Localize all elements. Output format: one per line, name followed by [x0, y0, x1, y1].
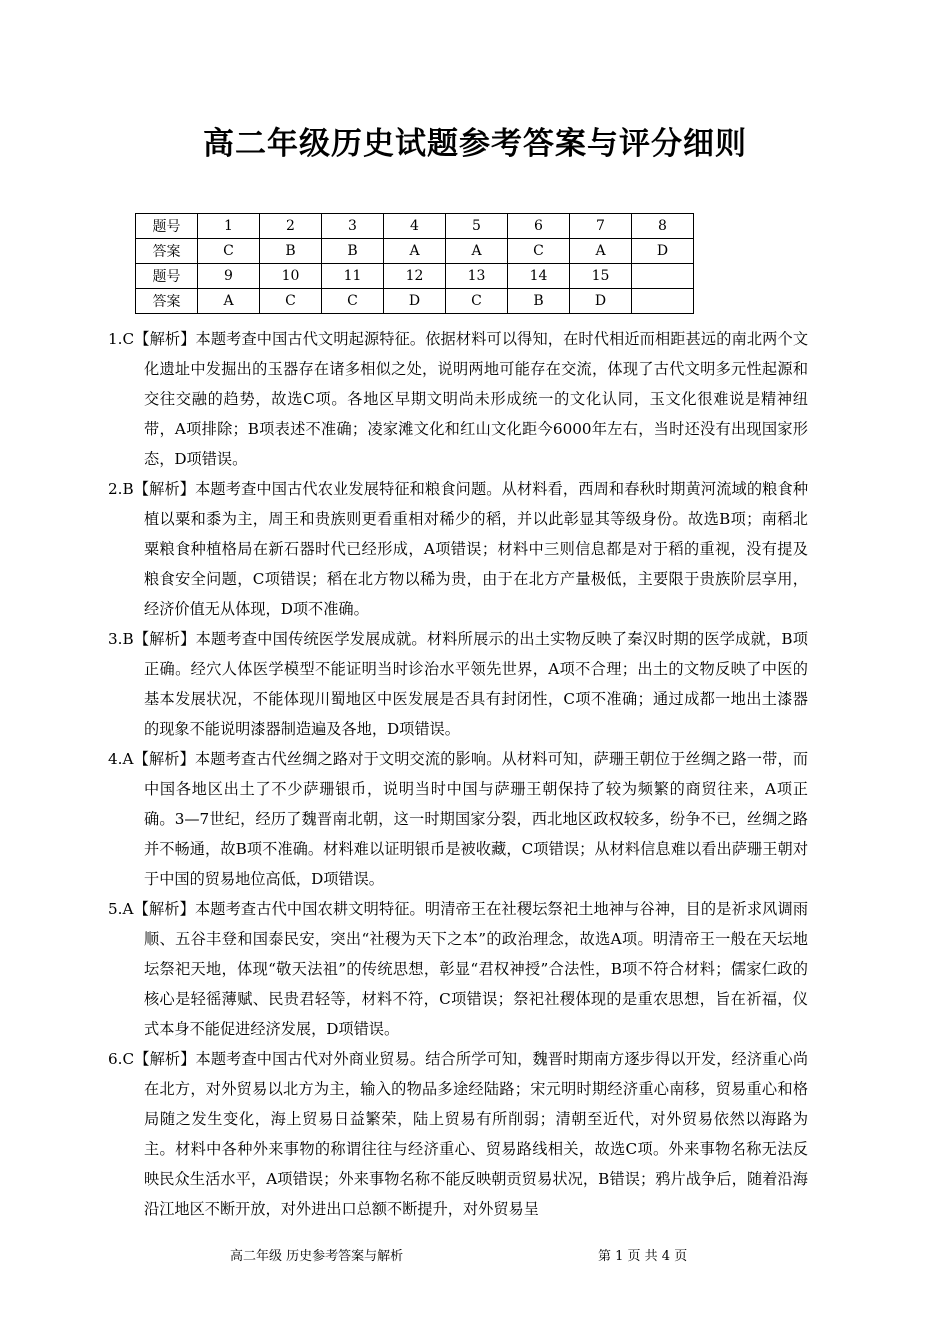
- answer-table-cell: 8: [632, 214, 694, 239]
- explanation-item: [108, 324, 808, 474]
- answer-table-cell: A: [570, 239, 632, 264]
- item-number: 1.C: [108, 330, 135, 348]
- answer-table-cell: 7: [570, 214, 632, 239]
- answer-table-cell: 5: [446, 214, 508, 239]
- answer-table-cell: B: [508, 289, 570, 314]
- item-label: 【解析】: [133, 750, 195, 768]
- item-text: 本题考查中国传统医学发展成就。材料所展示的出土实物反映了秦汉时期的医学成就，B项正确。经穴人体医学模型不能证明当时诊治水平领先世界，A项不合理；出土的文物反映了中医的基本发展状况，不能体现川蜀地区中医发展是否具有封闭性，C项不准确；通过成都一地出土漆器的现象不能说明漆器制造遍及各地，D项错误。: [144, 630, 808, 738]
- answer-table-cell: A: [384, 239, 446, 264]
- item-text: 本题考查古代丝绸之路对于文明交流的影响。从材料可知，萨珊王朝位于丝绸之路一带，而中国各地区出土了不少萨珊银币，说明当时中国与萨珊王朝保持了较为频繁的商贸往来，A项正确。3—7世纪，经历了魏晋南北朝，这一时期国家分裂，西北地区政权较多，纷争不已，丝绸之路并不畅通，故B项不准确。材料难以证明银币是被收藏，C项错误；从材料信息难以看出萨珊王朝对于中国的贸易地位高低，D项错误。: [144, 750, 809, 888]
- page-title: 高二年级历史试题参考答案与评分细则: [203, 126, 747, 162]
- answer-table-cell: C: [198, 239, 260, 264]
- answer-table-cell: A: [198, 289, 260, 314]
- item-number: 3.B: [108, 630, 134, 648]
- answer-table-row: [136, 214, 694, 239]
- item-text: 本题考查中国古代农业发展特征和粮食问题。从材料看，西周和春秋时期黄河流域的粮食种植以粟和黍为主，周王和贵族则更看重相对稀少的稻，并以此彰显其等级身份。故选B项；南稻北粟粮食种植格局在新石器时代已经形成，A项错误；材料中三则信息都是对于稻的重视，没有提及粮食安全问题，C项错误；稻在北方物以稀为贵，由于在北方产量极低，主要限于贵族阶层享用，经济价值无从体现，D项不准确。: [144, 480, 809, 618]
- item-label: 【解析】: [133, 630, 196, 648]
- answer-table-cell: C: [446, 289, 508, 314]
- answer-table-cell: D: [570, 289, 632, 314]
- explanation-item: [108, 744, 808, 894]
- answer-table: [135, 213, 694, 314]
- item-label: 【解析】: [133, 480, 196, 498]
- answer-table-row-label: 题号: [136, 264, 198, 289]
- explanation-item: [108, 1044, 808, 1224]
- explanation-item: [108, 624, 808, 744]
- answer-table-cell: C: [260, 289, 322, 314]
- answer-table-cell: 12: [384, 264, 446, 289]
- footer-page-number: 第 1 页 共 4 页: [598, 1249, 688, 1264]
- explanation-item: [108, 894, 808, 1044]
- answer-table-cell: 9: [198, 264, 260, 289]
- footer-title: 高二年级 历史参考答案与解析: [230, 1249, 404, 1264]
- answer-explanations: [108, 324, 808, 1224]
- item-text: 本题考查中国古代文明起源特征。依据材料可以得知，在时代相近而相距甚远的南北两个文化遗址中发掘出的玉器存在诸多相似之处，说明两地可能存在交流，体现了古代文明多元性起源和交往交融的趋势，故选C项。各地区早期文明尚未形成统一的文化认同，玉文化很难说是精神纽带，A项排除；B项表述不准确；凌家滩文化和红山文化距今6000年左右，当时还没有出现国家形态，D项错误。: [144, 330, 809, 468]
- item-label: 【解析】: [134, 1050, 196, 1068]
- answer-table-row-label: 答案: [136, 289, 198, 314]
- answer-table-cell: D: [384, 289, 446, 314]
- answer-table-cell: B: [260, 239, 322, 264]
- answer-table-cell: B: [322, 239, 384, 264]
- answer-table-row-label: 题号: [136, 214, 198, 239]
- item-number: 6.C: [108, 1050, 135, 1068]
- answer-table-cell: 10: [260, 264, 322, 289]
- answer-table-cell: 6: [508, 214, 570, 239]
- item-text: 本题考查中国古代对外商业贸易。结合所学可知，魏晋时期南方逐步得以开发，经济重心尚在北方，对外贸易以北方为主，输入的物品多途经陆路；宋元明时期经济重心南移，贸易重心和格局随之发生变化，海上贸易日益繁荣，陆上贸易有所削弱；清朝至近代，对外贸易依然以海路为主。材料中各种外来事物的称谓往往与经济重心、贸易路线相关，故选C项。外来事物名称无法反映民众生活水平，A项错误；外来事物名称不能反映朝贡贸易状况，B错误；鸦片战争后，随着沿海沿江地区不断开放，对外进出口总额不断提升，对外贸易呈: [144, 1050, 809, 1218]
- item-label: 【解析】: [133, 900, 195, 918]
- answer-table-cell: D: [632, 239, 694, 264]
- answer-table-cell: 11: [322, 264, 384, 289]
- answer-table-row: [136, 264, 694, 289]
- answer-table-row: [136, 289, 694, 314]
- answer-table-cell: 15: [570, 264, 632, 289]
- answer-table-cell: C: [508, 239, 570, 264]
- answer-table-cell: 1: [198, 214, 260, 239]
- item-number: 2.B: [108, 480, 134, 498]
- answer-table-cell: [632, 264, 694, 289]
- answer-table-row-label: 答案: [136, 239, 198, 264]
- item-label: 【解析】: [134, 330, 196, 348]
- answer-table-cell: C: [322, 289, 384, 314]
- answer-table-cell: A: [446, 239, 508, 264]
- item-number: 4.A: [108, 750, 134, 768]
- item-text: 本题考查古代中国农耕文明特征。明清帝王在社稷坛祭祀土地神与谷神，目的是祈求风调雨顺、五谷丰登和国泰民安，突出“社稷为天下之本”的政治理念，故选A项。明清帝王一般在天坛地坛祭祀天地，体现“敬天法祖”的传统思想，彰显“君权神授”合法性，B项不符合材料；儒家仁政的核心是轻徭薄赋、民贵君轻等，材料不符，C项错误；祭祀社稷体现的是重农思想，旨在祈福，仪式本身不能促进经济发展，D项错误。: [144, 900, 809, 1038]
- answer-table-cell: 14: [508, 264, 570, 289]
- item-number: 5.A: [108, 900, 134, 918]
- answer-table-cell: 13: [446, 264, 508, 289]
- explanation-item: [108, 474, 808, 624]
- answer-table-cell: 3: [322, 214, 384, 239]
- answer-table-cell: 2: [260, 214, 322, 239]
- answer-table-row: [136, 239, 694, 264]
- answer-table-cell: 4: [384, 214, 446, 239]
- answer-table-cell: [632, 289, 694, 314]
